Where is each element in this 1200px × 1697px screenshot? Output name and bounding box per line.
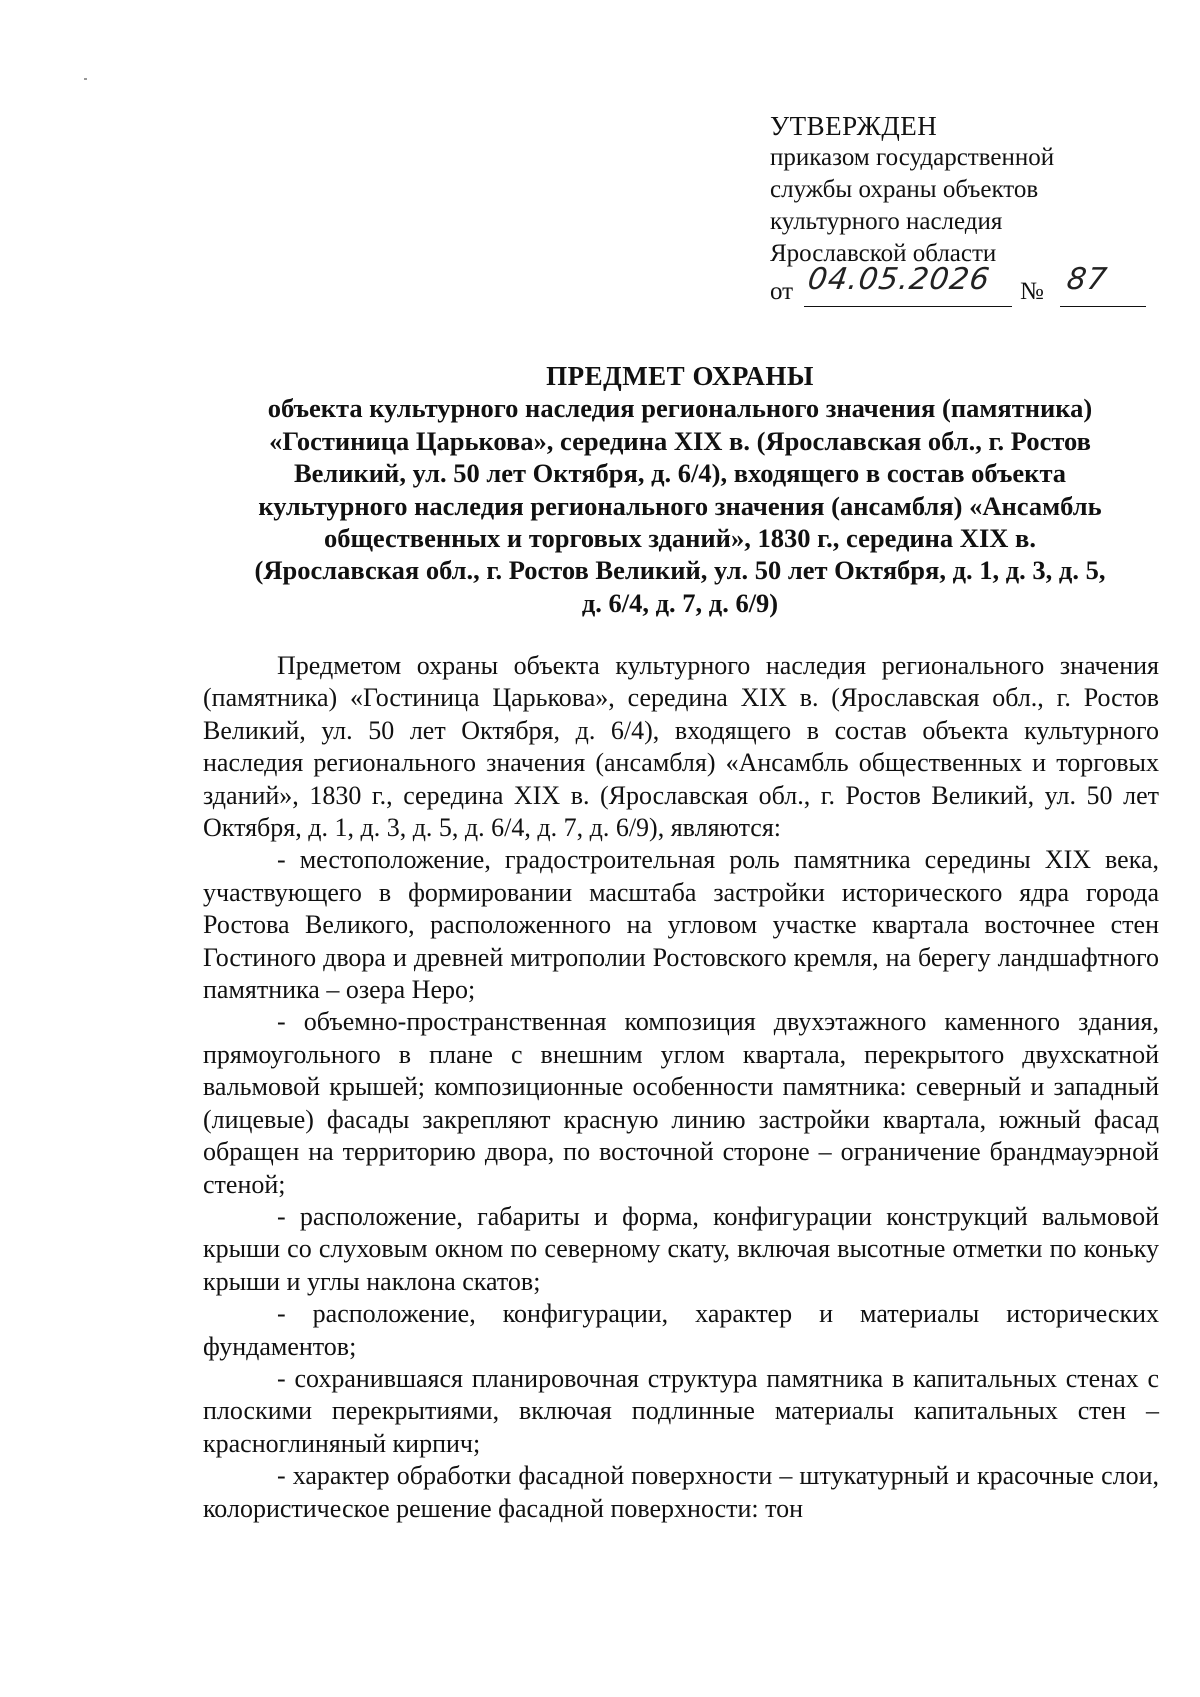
title-main: ПРЕДМЕТ ОХРАНЫ bbox=[546, 361, 814, 391]
number-prefix: № bbox=[1020, 278, 1044, 305]
title-line: (Ярославская обл., г. Ростов Великий, ул. 50 лет Октября, д. 1, д. 3, д. 5, bbox=[254, 555, 1106, 586]
list-item: - характер обработки фасадной поверхности – штукатурный и красочные слои, колористическое решение фасадной поверхности: тон bbox=[203, 1461, 1159, 1523]
title-line: объекта культурного наследия регионального значения (памятника) bbox=[267, 393, 1093, 424]
approval-block bbox=[770, 110, 1150, 310]
document-title bbox=[200, 360, 1160, 619]
date-underline bbox=[804, 306, 1012, 307]
title-line: «Гостиница Царькова», середина XIX в. (Ярославская обл., г. Ростов bbox=[269, 425, 1091, 456]
approval-line: культурного наследия bbox=[770, 208, 1003, 235]
list-item: - расположение, конфигурации, характер и материалы исторических фундаментов; bbox=[203, 1299, 1159, 1361]
date-prefix: от bbox=[770, 278, 794, 305]
approval-heading: УТВЕРЖДЕН bbox=[770, 111, 938, 141]
approval-date-number-row bbox=[770, 262, 1150, 310]
scan-speck bbox=[84, 78, 87, 80]
intro-paragraph: Предметом охраны объекта культурного наследия регионального значения (памятника) «Гостиница Царькова», середина XIX в. (Ярославская обл., г. Ростов Великий, ул. 50 лет Октября, д. 6/4), входящего в состав объекта культурного наследия регионального значения (ансамбля) «Ансамбль общественных и торговых зданий», 1830 г., середина XIX в. (Ярославская обл., г. Ростов Великий, ул. 50 лет Октября, д. 1, д. 3, д. 5, д. 6/4, д. 7, д. 6/9), являются: bbox=[203, 651, 1159, 843]
title-line: культурного наследия регионального значения (ансамбля) «Ансамбль bbox=[258, 490, 1102, 521]
approval-line: службы охраны объектов bbox=[770, 176, 1039, 203]
list-item: - сохранившаяся планировочная структура памятника в капитальных стенах с плоскими перекрытиями, включая подлинные материалы капитальных стен – красноглиняный кирпич; bbox=[203, 1363, 1159, 1458]
title-line: общественных и торговых зданий», 1830 г., середина XIX в. bbox=[324, 523, 1036, 554]
title-line: Великий, ул. 50 лет Октября, д. 6/4), входящего в состав объекта bbox=[293, 458, 1067, 489]
approval-line: Ярославской области bbox=[770, 240, 997, 267]
handwritten-date: 04.05.2026 bbox=[805, 262, 993, 297]
document-body bbox=[203, 650, 1159, 1525]
number-underline bbox=[1060, 306, 1146, 307]
list-item: - расположение, габариты и форма, конфигурации конструкций вальмовой крыши со слуховым окном по северному скату, включая высотные отметки по коньку крыши и углы наклона скатов; bbox=[203, 1201, 1159, 1296]
list-item: - местоположение, градостроительная роль памятника середины XIX века, участвующего в формировании масштаба застройки исторического ядра города Ростова Великого, расположенного на угловом участке квартала восточнее стен Гостиного двора и древней митрополии Ростовского кремля, на берегу ландшафтного памятника – озера Неро; bbox=[203, 845, 1159, 1005]
handwritten-number: 87 bbox=[1064, 262, 1110, 297]
approval-line: приказом государственной bbox=[770, 144, 1055, 171]
title-line: д. 6/4, д. 7, д. 6/9) bbox=[581, 587, 779, 618]
list-item: - объемно-пространственная композиция двухэтажного каменного здания, прямоугольного в плане с внешним углом квартала, перекрытого двухскатной вальмовой крышей; композиционные особенности памятника: северный и западный (лицевые) фасады закрепляют красную линию застройки квартала, южный фасад обращен на территорию двора, по восточной стороне – ограничение брандмауэрной стеной; bbox=[203, 1007, 1159, 1199]
